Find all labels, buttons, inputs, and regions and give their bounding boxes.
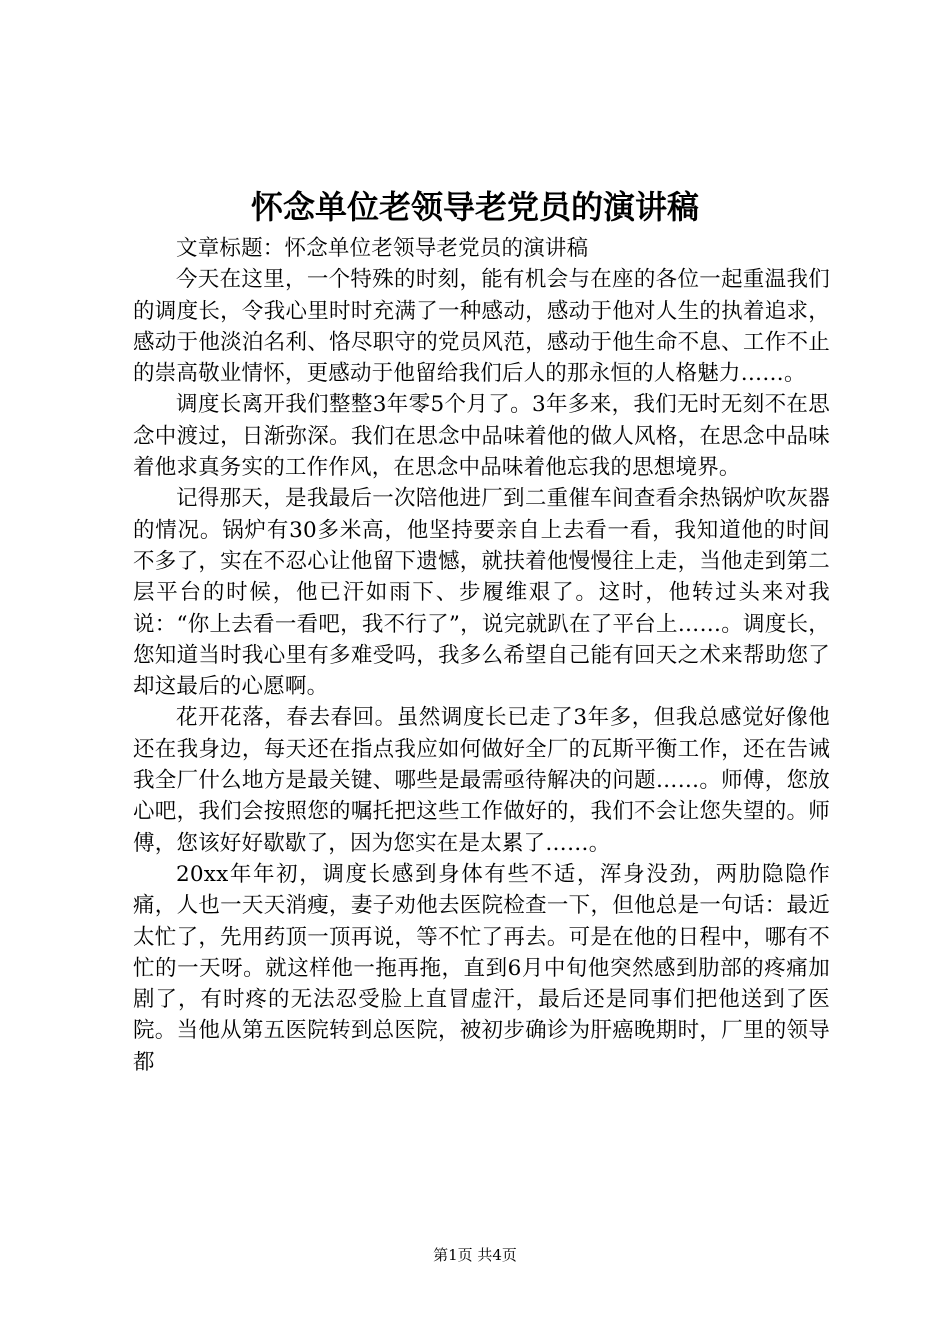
page-number: 第1页 共4页: [433, 1246, 517, 1264]
paragraph-article-title: 文章标题：怀念单位老领导老党员的演讲稿: [176, 236, 589, 261]
paragraph: 调度长离开我们整整3年零5个月了。3年多来，我们无时无刻不在思念中渡过，日渐弥深。我们在思念中品味着他的做人风格，在思念中品味着他求真务实的工作作风，在思念中品味着他忘我的思想境界。: [133, 392, 830, 481]
paragraph: 20xx年年初，调度长感到身体有些不适，浑身没劲，两肋隐隐作痛，人也一天天消瘦，妻子劝他去医院检查一下，但他总是一句话：最近太忙了，先用药顶一顶再说，等不忙了再去。可是在他的日程中，哪有不忙的一天呀。就这样他一拖再拖，直到6月中旬他突然感到肋部的疼痛加剧了，有时疼的无法忍受脸上直冒虚汗，最后还是同事们把他送到了医院。当他从第五医院转到总医院，被初步确诊为肝癌晚期时，厂里的领导都: [133, 861, 830, 1075]
paragraph: 记得那天，是我最后一次陪他进厂到二重催车间查看余热锅炉吹灰器的情况。锅炉有30多米高，他坚持要亲自上去看一看，我知道他的时间不多了，实在不忍心让他留下遗憾，就扶着他慢慢往上走，当他走到第二层平台的时候，他已汗如雨下、步履维艰了。这时，他转过头来对我说：“你上去看一看吧，我不行了”，说完就趴在了平台上……。调度长，您知道当时我心里有多难受吗，我多么希望自己能有回天之术来帮助您了却这最后的心愿啊。: [133, 486, 830, 700]
document-title: 怀念单位老领导老党员的演讲稿: [250, 188, 699, 226]
document-body: [133, 233, 830, 1078]
page-footer: [0, 1245, 950, 1265]
paragraph: 今天在这里，一个特殊的时刻，能有机会与在座的各位一起重温我们的调度长，令我心里时时充满了一种感动，感动于他对人生的执着追求，感动于他淡泊名利、恪尽职守的党员风范，感动于他生命不息、工作不止的崇高敬业情怀，更感动于他留给我们后人的那永恒的人格魅力……。: [133, 267, 830, 387]
paragraph: 花开花落，春去春回。虽然调度长已走了3年多，但我总感觉好像他还在我身边，每天还在指点我应如何做好全厂的瓦斯平衡工作，还在告诫我全厂什么地方是最关键、哪些是最需亟待解决的问题……。师傅，您放心吧，我们会按照您的嘱托把这些工作做好的，我们不会让您失望的。师傅，您该好好歇歇了，因为您实在是太累了……。: [133, 705, 830, 856]
